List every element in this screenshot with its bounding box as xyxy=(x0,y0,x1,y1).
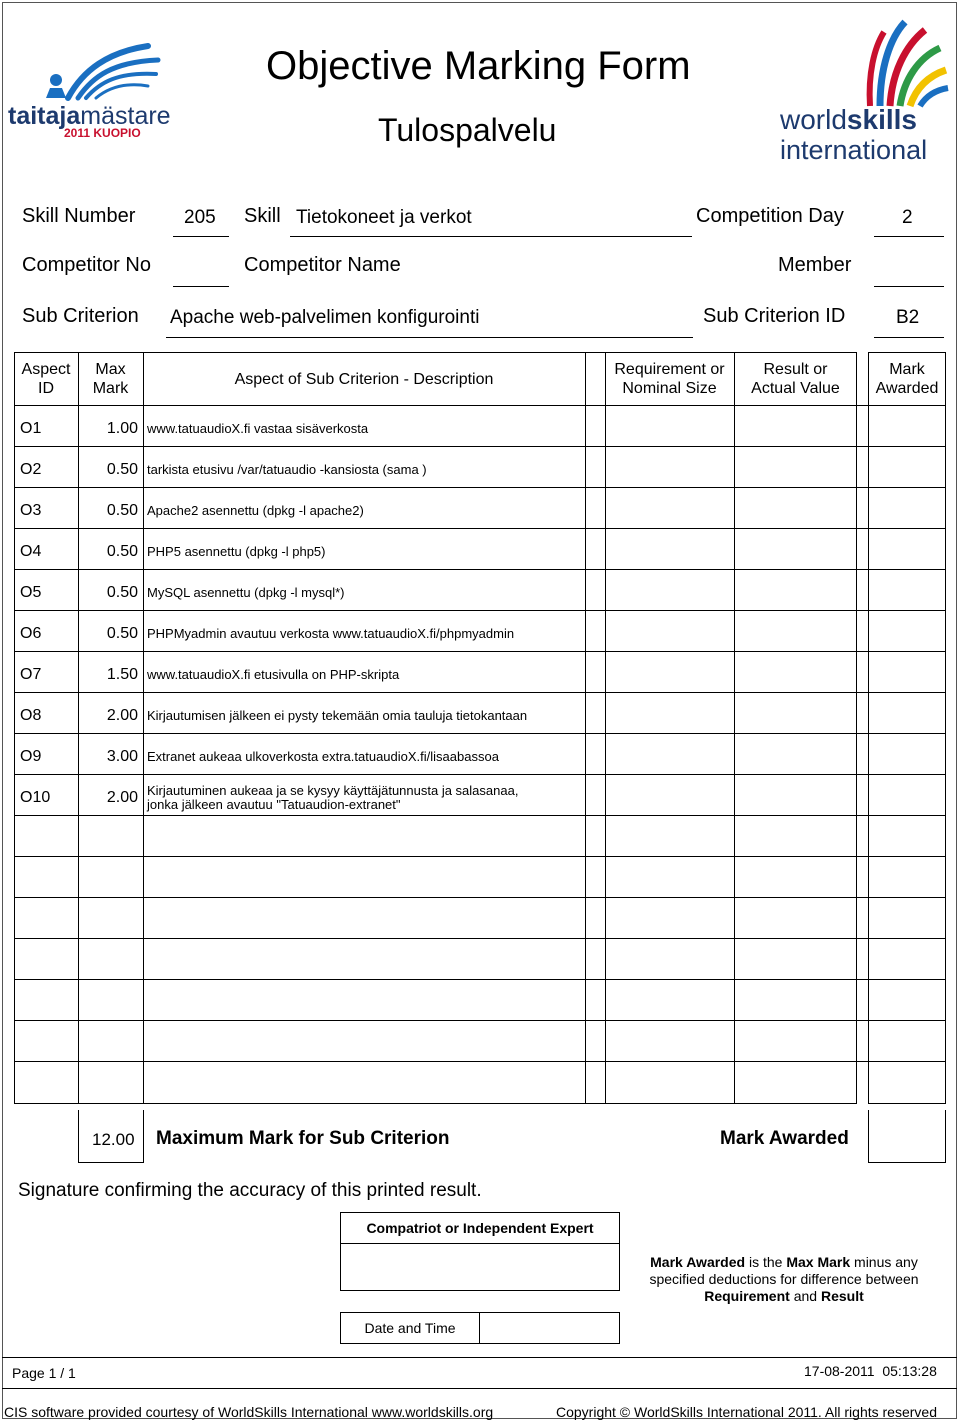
row-o6-id: O6 xyxy=(20,625,42,642)
header-description: Aspect of Sub Criterion - Description xyxy=(234,370,494,388)
row-line xyxy=(14,938,946,939)
row-o9-id: O9 xyxy=(20,748,42,765)
header-max-mark-line1: Max xyxy=(95,361,126,378)
row-o2-desc: tarkista etusivu /var/tatuaudio -kansiosta (sama ) xyxy=(147,462,427,477)
note-text-3: and xyxy=(789,1288,821,1304)
mark-awarded-box[interactable] xyxy=(868,1110,946,1163)
row-o5-max: 0.50 xyxy=(106,584,138,601)
date-label: Date and Time xyxy=(364,1320,456,1336)
header-aspect-id-line1: Aspect xyxy=(21,361,71,378)
max-total-value: 12.00 xyxy=(92,1130,135,1149)
footer-courtesy: CIS software provided courtesy of WorldSkills International www.worldskills.org xyxy=(4,1404,494,1420)
header-requirement-line1: Requirement or xyxy=(614,361,725,378)
worldskills-burst-icon xyxy=(780,18,950,108)
row-o7-max: 1.50 xyxy=(106,666,138,683)
row-line xyxy=(14,651,946,652)
col-divider-desc xyxy=(605,352,606,1104)
header-aspect-id xyxy=(14,358,78,400)
row-o10-desc-line1: Kirjautuminen aukeaa ja se kysyy käyttäjätunnusta ja salasanaa, xyxy=(147,783,519,798)
expert-signature-box[interactable] xyxy=(340,1243,620,1291)
competition-day-underline xyxy=(874,236,944,237)
row-o10-max: 2.00 xyxy=(106,789,138,806)
competition-day-label: Competition Day xyxy=(696,205,844,227)
page-number: Page 1 / 1 xyxy=(12,1365,76,1381)
row-o4-max: 0.50 xyxy=(106,543,138,560)
row-o8-id: O8 xyxy=(20,707,42,724)
row-o3-max: 0.50 xyxy=(106,502,138,519)
worldskills-logo-world: world xyxy=(780,104,847,135)
col-divider-id xyxy=(78,352,79,1104)
skill-name-value: Tietokoneet ja verkot xyxy=(296,207,472,228)
print-datetime: 17-08-2011 05:13:28 xyxy=(804,1363,937,1379)
header-awarded-line2: Awarded xyxy=(875,380,939,397)
row-o8-desc: Kirjautumisen jälkeen ei pysty tekemään omia tauluja tietokantaan xyxy=(147,708,528,723)
row-o1-max: 1.00 xyxy=(106,420,138,437)
note-line-1 xyxy=(636,1254,932,1271)
footer-bottom-line xyxy=(2,1388,957,1389)
row-o9-max: 3.00 xyxy=(106,748,138,765)
row-line xyxy=(14,979,946,980)
note-line-3 xyxy=(636,1288,932,1305)
row-o4-id: O4 xyxy=(20,543,42,560)
row-line xyxy=(14,446,946,447)
expert-label: Compatriot or Independent Expert xyxy=(366,1220,594,1236)
awarded-col-frame xyxy=(868,352,946,1104)
row-line xyxy=(14,774,946,775)
row-o7-id: O7 xyxy=(20,666,42,683)
row-line xyxy=(14,815,946,816)
sub-criterion-label: Sub Criterion xyxy=(22,305,139,327)
row-o5-desc: MySQL asennettu (dpkg -l mysql*) xyxy=(147,585,345,600)
note-bold-1: Mark Awarded xyxy=(650,1254,746,1270)
header-awarded-line1: Mark xyxy=(889,361,925,378)
sub-criterion-id-value: B2 xyxy=(896,307,920,328)
header-max-mark-line2: Mark xyxy=(92,380,129,397)
sub-criterion-id-underline xyxy=(874,337,944,338)
page-title: Objective Marking Form xyxy=(266,44,691,88)
table-frame-awarded xyxy=(734,352,857,1104)
skill-number-underline xyxy=(173,236,229,237)
note-bold-3: Requirement xyxy=(704,1288,790,1304)
row-line xyxy=(14,487,946,488)
row-line xyxy=(14,1061,946,1062)
mark-awarded-label: Mark Awarded xyxy=(720,1128,849,1149)
row-o6-max: 0.50 xyxy=(106,625,138,642)
footer-top-line xyxy=(2,1357,957,1358)
row-line xyxy=(14,569,946,570)
skill-number-value: 205 xyxy=(184,207,216,228)
row-line xyxy=(14,528,946,529)
row-line xyxy=(14,897,946,898)
page-subtitle: Tulospalvelu xyxy=(378,112,557,148)
signature-statement: Signature confirming the accuracy of this printed result. xyxy=(18,1180,482,1201)
row-o6-desc: PHPMyadmin avautuu verkosta www.tatuaudioX.fi/phpmyadmin xyxy=(147,626,515,641)
row-o1-id: O1 xyxy=(20,420,42,437)
date-value-box[interactable] xyxy=(479,1312,620,1344)
competitor-no-label: Competitor No xyxy=(22,254,151,276)
row-o8-max: 2.00 xyxy=(106,707,138,724)
note-text-2: minus any xyxy=(850,1254,918,1270)
header-aspect-id-line2: ID xyxy=(38,380,54,397)
header-requirement xyxy=(605,358,734,400)
row-line xyxy=(14,1020,946,1021)
row-o7-desc: www.tatuaudioX.fi etusivulla on PHP-skripta xyxy=(147,667,400,682)
sub-criterion-id-label: Sub Criterion ID xyxy=(703,305,846,327)
note-line-2: specified deductions for difference between xyxy=(649,1271,919,1287)
taitaja-logo-text-bold: taitaja xyxy=(8,102,81,130)
row-o4-desc: PHP5 asennettu (dpkg -l php5) xyxy=(147,544,326,559)
row-line xyxy=(14,610,946,611)
taitaja-logo-subtext: 2011 KUOPIO xyxy=(64,126,141,140)
row-o3-desc: Apache2 asennettu (dpkg -l apache2) xyxy=(147,503,364,518)
row-o9-desc: Extranet aukeaa ulkoverkosta extra.tatuaudioX.fi/lisaabassoa xyxy=(147,749,499,764)
taitaja-logo xyxy=(8,40,171,140)
sub-criterion-underline xyxy=(166,337,693,338)
header-result xyxy=(734,358,857,400)
note-bold-2: Max Mark xyxy=(786,1254,851,1270)
competitor-name-label: Competitor Name xyxy=(244,254,401,276)
member-underline xyxy=(874,286,944,287)
row-o2-id: O2 xyxy=(20,461,42,478)
header-awarded xyxy=(868,358,946,400)
header-bottom-line xyxy=(14,405,946,406)
taitaja-logo-text-regular: mästare xyxy=(80,102,171,130)
row-o10-id: O10 xyxy=(20,789,51,806)
skill-number-label: Skill Number xyxy=(22,205,136,227)
row-o2-max: 0.50 xyxy=(106,461,138,478)
member-label: Member xyxy=(778,254,852,276)
note-bold-4: Result xyxy=(820,1288,864,1304)
worldskills-logo-skills: skills xyxy=(846,104,917,135)
worldskills-logo-international: international xyxy=(780,135,928,165)
row-o10-desc-line2: jonka jälkeen avautuu "Tatuaudion-extranet" xyxy=(147,797,401,812)
header-requirement-line2: Nominal Size xyxy=(622,380,717,397)
row-o1-desc: www.tatuaudioX.fi vastaa sisäverkosta xyxy=(147,421,369,436)
sub-criterion-value: Apache web-palvelimen konfigurointi xyxy=(170,307,480,328)
header-result-line1: Result or xyxy=(763,361,828,378)
max-mark-label: Maximum Mark for Sub Criterion xyxy=(156,1128,450,1149)
taitaja-swoosh-icon xyxy=(8,40,168,102)
note-text-1: is the xyxy=(745,1254,787,1270)
skill-name-underline xyxy=(290,236,692,237)
worldskills-logo xyxy=(780,18,950,168)
col-divider-max xyxy=(143,352,144,1104)
header-max-mark xyxy=(78,358,143,400)
row-line xyxy=(14,856,946,857)
competition-day-value: 2 xyxy=(902,207,913,228)
row-line xyxy=(14,692,946,693)
mark-awarded-note xyxy=(636,1254,932,1305)
skill-label: Skill xyxy=(244,205,281,227)
row-o3-id: O3 xyxy=(20,502,42,519)
competitor-no-underline xyxy=(173,286,229,287)
table-frame-result xyxy=(585,352,735,1104)
footer-copyright: Copyright © WorldSkills International 2011. All rights reserved xyxy=(556,1404,937,1420)
row-o5-id: O5 xyxy=(20,584,42,601)
header-result-line2: Actual Value xyxy=(751,380,840,397)
row-line xyxy=(14,733,946,734)
